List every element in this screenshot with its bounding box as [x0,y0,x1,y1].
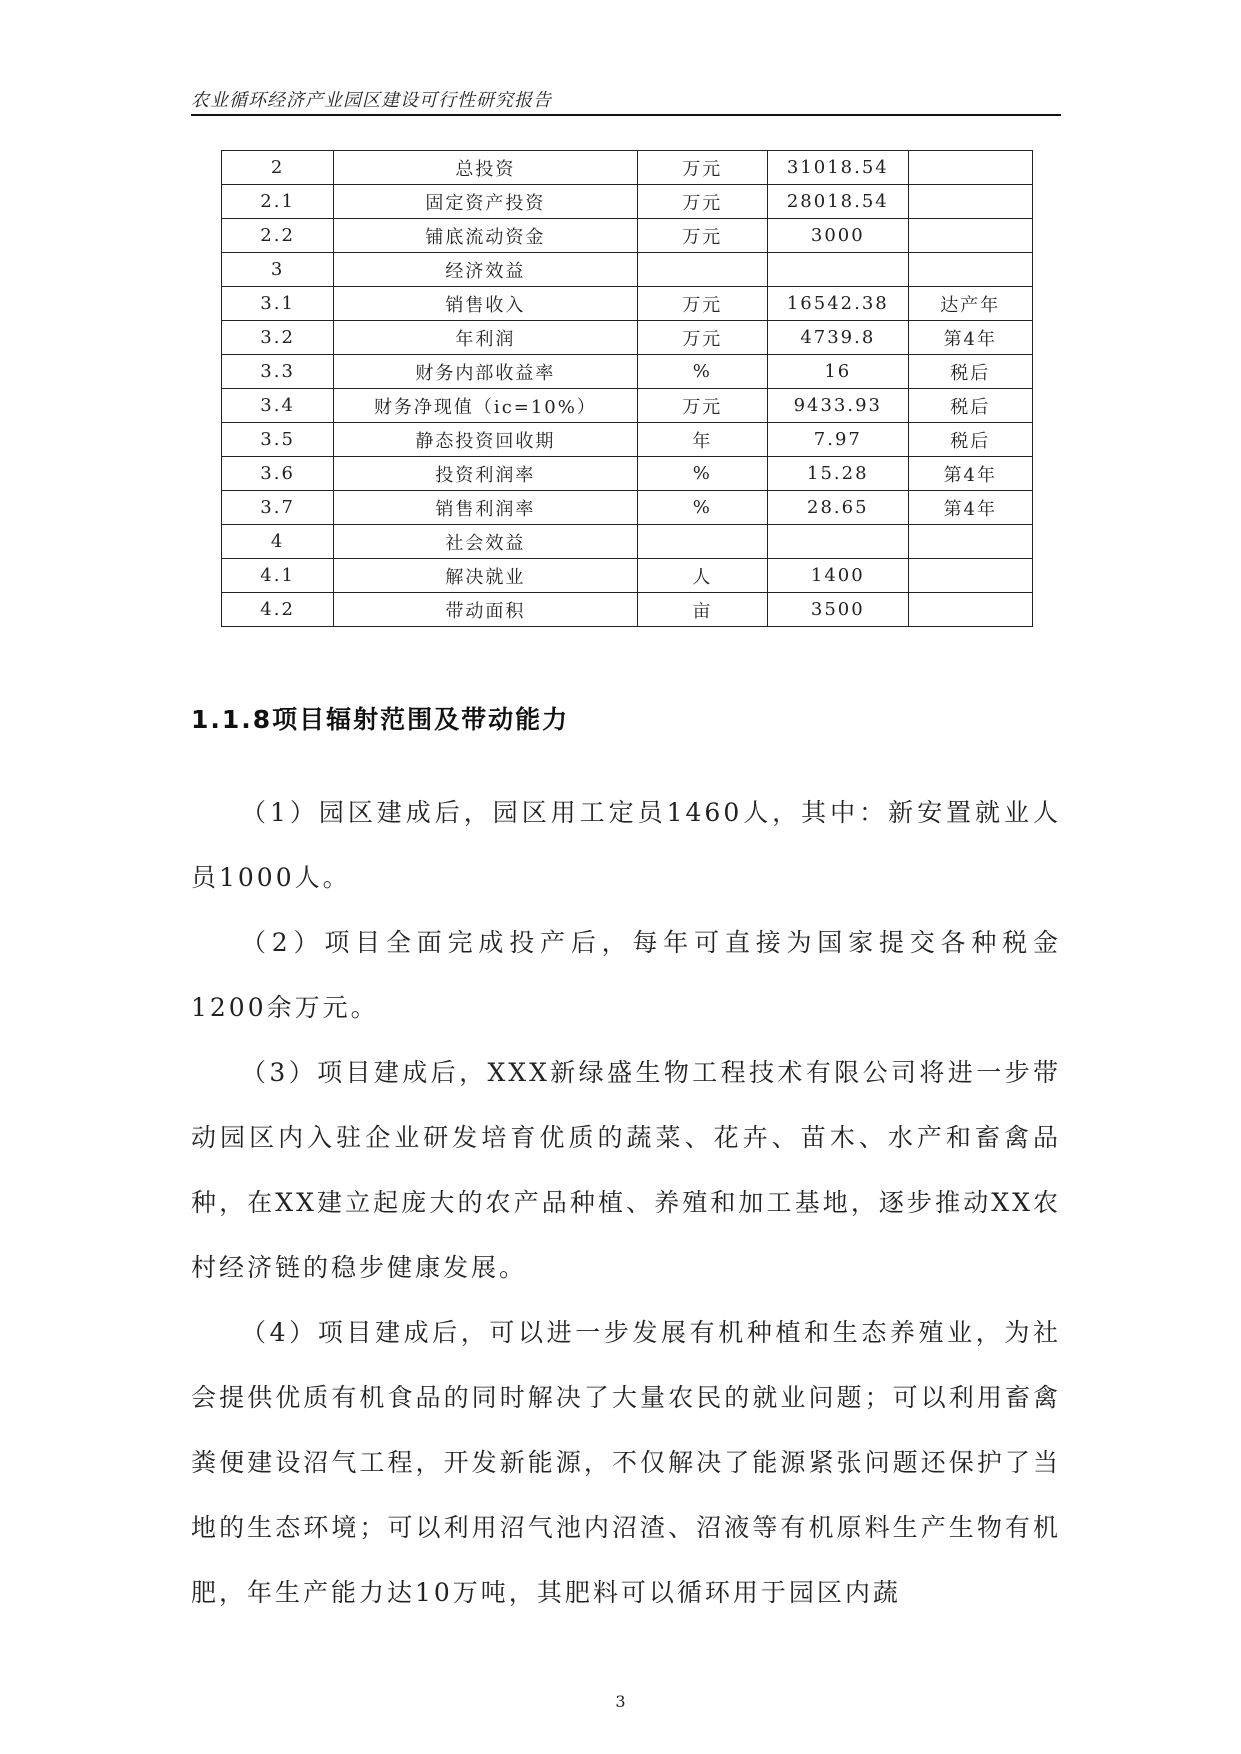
header-title: 农业循环经济产业园区建设可行性研究报告 [191,90,552,111]
table-row [222,287,1033,321]
value-cell: 16 [768,355,909,389]
note-cell: 税后 [908,389,1032,423]
unit-cell: 人 [637,559,767,593]
value-cell: 3500 [768,593,909,627]
value-cell: 4739.8 [768,321,909,355]
unit-cell: % [637,457,767,491]
unit-cell: 亩 [637,593,767,627]
item-name-cell: 投资利润率 [334,457,637,491]
item-name-cell: 静态投资回收期 [334,423,637,457]
table-row [222,423,1033,457]
item-name-cell: 销售收入 [334,287,637,321]
value-cell: 16542.38 [768,287,909,321]
table-row [222,593,1033,627]
table-row [222,389,1033,423]
unit-cell: 万元 [637,389,767,423]
summary-table [221,150,1033,627]
row-number-cell: 3 [222,253,334,287]
note-cell: 第4年 [908,491,1032,525]
paragraph-3: （3）项目建成后，XXX新绿盛生物工程技术有限公司将进一步带动园区内入驻企业研发培育优质的蔬菜、花卉、苗木、水产和畜禽品种，在XX建立起庞大的农产品种植、养殖和加工基地，逐步推动XX农村经济链的稳步健康发展。 [191,1058,1061,1282]
page-header [191,86,1061,116]
row-number-cell: 3.2 [222,321,334,355]
row-number-cell: 3.7 [222,491,334,525]
row-number-cell: 4.2 [222,593,334,627]
unit-cell: 万元 [637,287,767,321]
note-cell: 税后 [908,423,1032,457]
note-cell: 税后 [908,355,1032,389]
body-text [191,780,1061,1625]
unit-cell: % [637,491,767,525]
section-heading: 1.1.8项目辐射范围及带动能力 [191,705,570,734]
row-number-cell: 3.4 [222,389,334,423]
item-name-cell: 年利润 [334,321,637,355]
paragraph-2: （2）项目全面完成投产后，每年可直接为国家提交各种税金1200余万元。 [191,928,1061,1022]
item-name-cell: 解决就业 [334,559,637,593]
table-row [222,151,1033,185]
unit-cell: 万元 [637,151,767,185]
unit-cell: 年 [637,423,767,457]
note-cell [908,219,1032,253]
table-row [222,321,1033,355]
value-cell [768,253,909,287]
value-cell: 31018.54 [768,151,909,185]
item-name-cell: 经济效益 [334,253,637,287]
summary-table-body [222,151,1033,627]
unit-cell: 万元 [637,185,767,219]
note-cell: 第4年 [908,457,1032,491]
item-name-cell: 固定资产投资 [334,185,637,219]
row-number-cell: 4 [222,525,334,559]
note-cell: 第4年 [908,321,1032,355]
note-cell [908,525,1032,559]
value-cell: 28018.54 [768,185,909,219]
item-name-cell: 带动面积 [334,593,637,627]
table-row [222,525,1033,559]
note-cell: 达产年 [908,287,1032,321]
table-row [222,491,1033,525]
row-number-cell: 4.1 [222,559,334,593]
table-row [222,559,1033,593]
table-row [222,253,1033,287]
table-row [222,185,1033,219]
row-number-cell: 2.1 [222,185,334,219]
header-rule [191,114,1061,116]
value-cell: 15.28 [768,457,909,491]
unit-cell: % [637,355,767,389]
item-name-cell: 总投资 [334,151,637,185]
row-number-cell: 3.6 [222,457,334,491]
paragraph-1: （1）园区建成后，园区用工定员1460人，其中：新安置就业人员1000人。 [191,798,1061,892]
row-number-cell: 2 [222,151,334,185]
value-cell: 1400 [768,559,909,593]
table-row [222,355,1033,389]
item-name-cell: 销售利润率 [334,491,637,525]
table-row [222,219,1033,253]
paragraph-4: （4）项目建成后，可以进一步发展有机种植和生态养殖业，为社会提供优质有机食品的同时解决了大量农民的就业问题；可以利用畜禽粪便建设沼气工程，开发新能源，不仅解决了能源紧张问题还保护了当地的生态环境；可以利用沼气池内沼渣、沼液等有机原料生产生物有机肥，年生产能力达10万吨，其肥料可以循环用于园区内蔬 [191,1318,1061,1607]
item-name-cell: 社会效益 [334,525,637,559]
note-cell [908,593,1032,627]
item-name-cell: 财务净现值（ic=10%） [334,389,637,423]
row-number-cell: 3.3 [222,355,334,389]
note-cell [908,253,1032,287]
unit-cell: 万元 [637,321,767,355]
row-number-cell: 3.5 [222,423,334,457]
unit-cell [637,525,767,559]
table-row [222,457,1033,491]
value-cell [768,525,909,559]
note-cell [908,559,1032,593]
page-number: 3 [615,1692,626,1711]
unit-cell: 万元 [637,219,767,253]
value-cell: 7.97 [768,423,909,457]
value-cell: 9433.93 [768,389,909,423]
item-name-cell: 铺底流动资金 [334,219,637,253]
note-cell [908,185,1032,219]
value-cell: 28.65 [768,491,909,525]
row-number-cell: 2.2 [222,219,334,253]
value-cell: 3000 [768,219,909,253]
item-name-cell: 财务内部收益率 [334,355,637,389]
unit-cell [637,253,767,287]
note-cell [908,151,1032,185]
row-number-cell: 3.1 [222,287,334,321]
